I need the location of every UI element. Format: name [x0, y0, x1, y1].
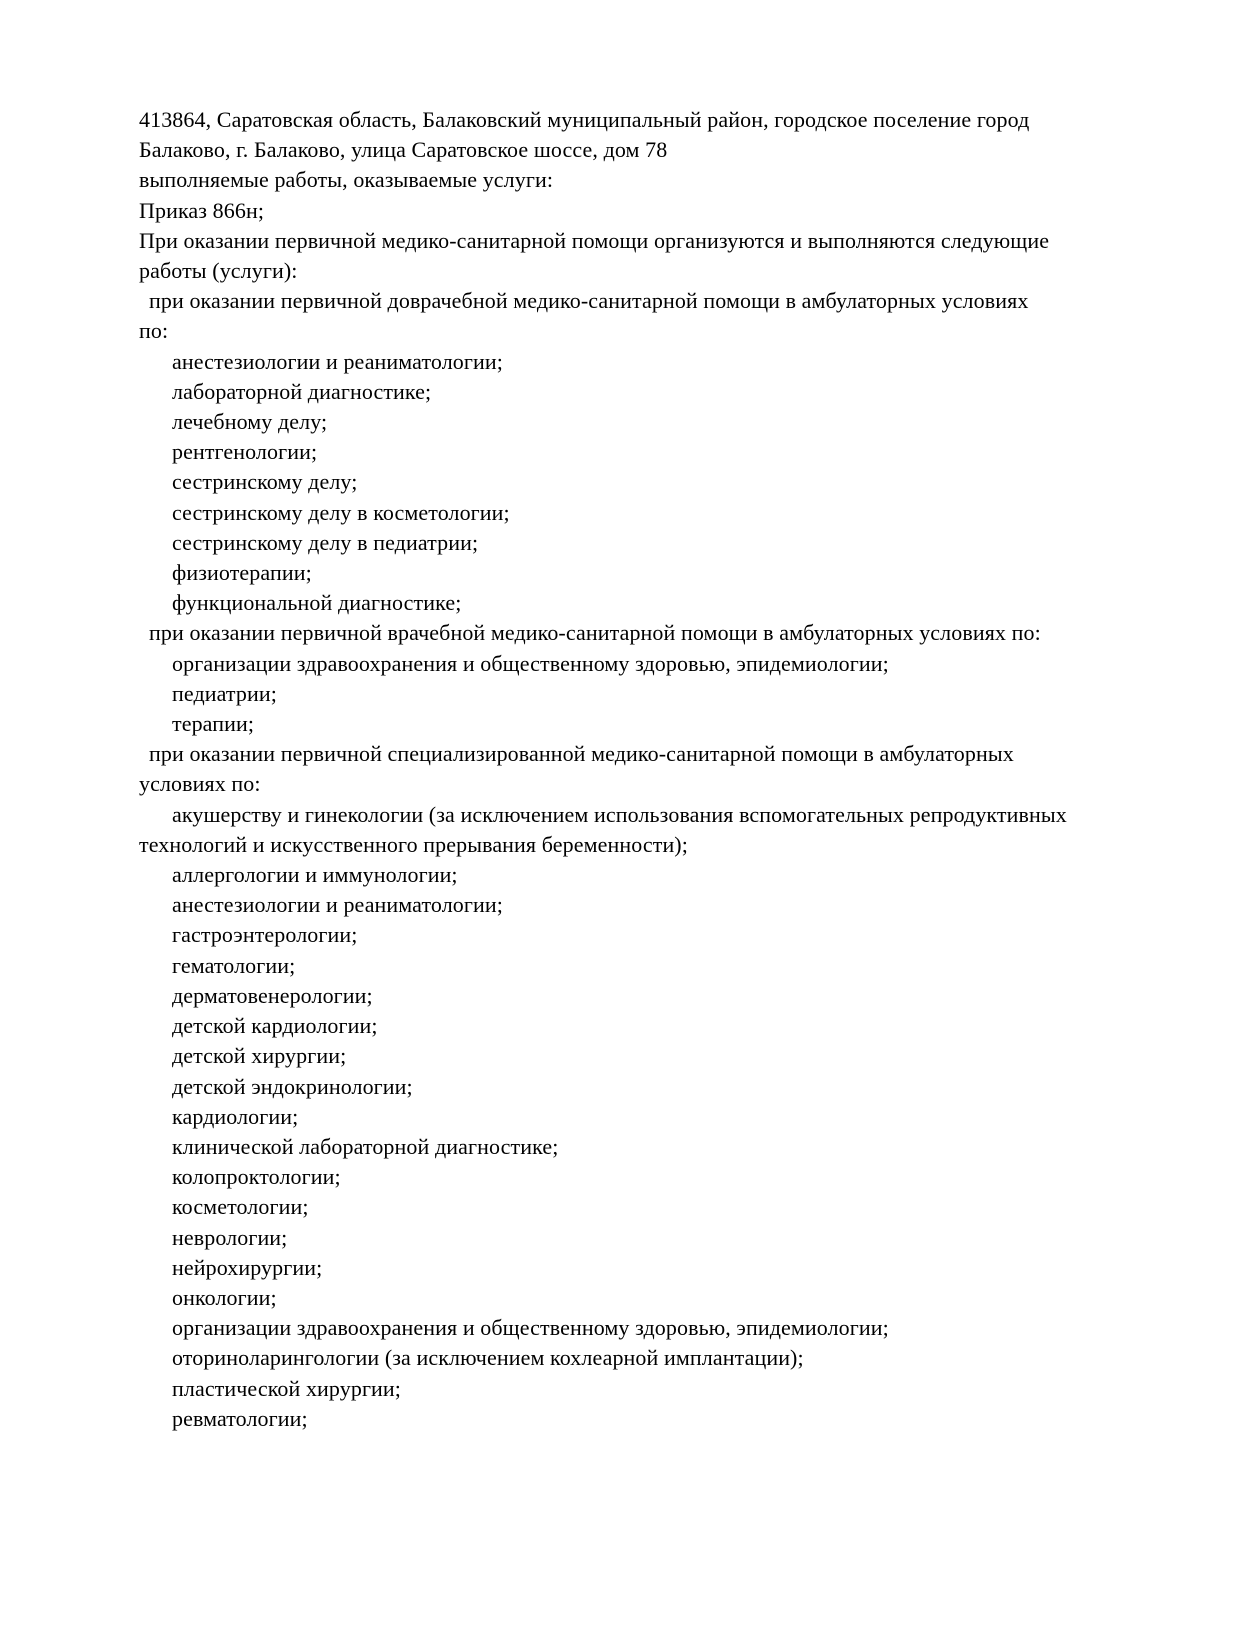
- text-line: функциональной диагностике;: [172, 590, 462, 616]
- text-line: терапии;: [172, 711, 255, 737]
- text-line: анестезиологии и реаниматологии;: [172, 348, 503, 374]
- text-line: анестезиологии и реаниматологии;: [172, 892, 503, 918]
- text-line: ревматологии;: [172, 1405, 308, 1431]
- text-line: условиях по:: [139, 771, 261, 797]
- text-line: лабораторной диагностике;: [172, 378, 432, 404]
- text-line: 413864, Саратовская область, Балаковский муниципальный район, городское поселение город: [139, 107, 1030, 132]
- text-line: гематологии;: [172, 952, 296, 978]
- text-line: при оказании первичной специализированной медико-санитарной помощи в амбулаторных: [149, 741, 1014, 767]
- text-line: клинической лабораторной диагностике;: [172, 1133, 559, 1159]
- text-line: Балаково, г. Балаково, улица Саратовское шоссе, дом 78: [139, 137, 668, 163]
- text-line: сестринскому делу в косметологии;: [172, 499, 510, 525]
- text-line: При оказании первичной медико-санитарной помощи организуются и выполняются следующие: [139, 227, 1050, 253]
- text-line: лечебному делу;: [172, 409, 328, 435]
- text-line: при оказании первичной доврачебной медико-санитарной помощи в амбулаторных условиях: [149, 288, 1029, 314]
- text-line: детской хирургии;: [172, 1043, 347, 1069]
- document-text-block: [139, 105, 1159, 1434]
- text-line: колопроктологии;: [172, 1164, 341, 1190]
- text-line: пластической хирургии;: [172, 1375, 402, 1401]
- text-line: гастроэнтерологии;: [172, 922, 358, 948]
- text-line: детской кардиологии;: [172, 1013, 378, 1039]
- text-line: кардиологии;: [172, 1103, 299, 1129]
- text-line: дерматовенерологии;: [172, 982, 373, 1008]
- text-line: организации здравоохранения и общественному здоровью, эпидемиологии;: [172, 650, 889, 676]
- text-line: акушерству и гинекологии (за исключением использования вспомогательных репродуктивных: [172, 801, 1067, 827]
- text-line: выполняемые работы, оказываемые услуги:: [139, 167, 554, 193]
- text-line: сестринскому делу;: [172, 469, 358, 495]
- text-line: по:: [139, 318, 169, 344]
- text-line: Приказ 866н;: [139, 197, 265, 223]
- text-line: технологий и искусственного прерывания беременности);: [139, 831, 688, 857]
- text-line: оториноларингологии (за исключением кохлеарной имплантации);: [172, 1345, 804, 1371]
- text-line: организации здравоохранения и общественному здоровью, эпидемиологии;: [172, 1315, 889, 1341]
- text-line: рентгенологии;: [172, 439, 318, 465]
- text-line: педиатрии;: [172, 680, 277, 706]
- text-line: при оказании первичной врачебной медико-санитарной помощи в амбулаторных условиях по:: [149, 620, 1041, 646]
- text-line: онкологии;: [172, 1284, 277, 1310]
- text-line: аллергологии и иммунологии;: [172, 862, 458, 888]
- text-line: детской эндокринологии;: [172, 1073, 413, 1099]
- text-line: сестринскому делу в педиатрии;: [172, 529, 479, 555]
- text-line: косметологии;: [172, 1194, 309, 1220]
- text-line: работы (услуги):: [139, 258, 298, 284]
- text-line: нейрохирургии;: [172, 1254, 323, 1280]
- text-line: неврологии;: [172, 1224, 288, 1250]
- text-line: физиотерапии;: [172, 560, 312, 586]
